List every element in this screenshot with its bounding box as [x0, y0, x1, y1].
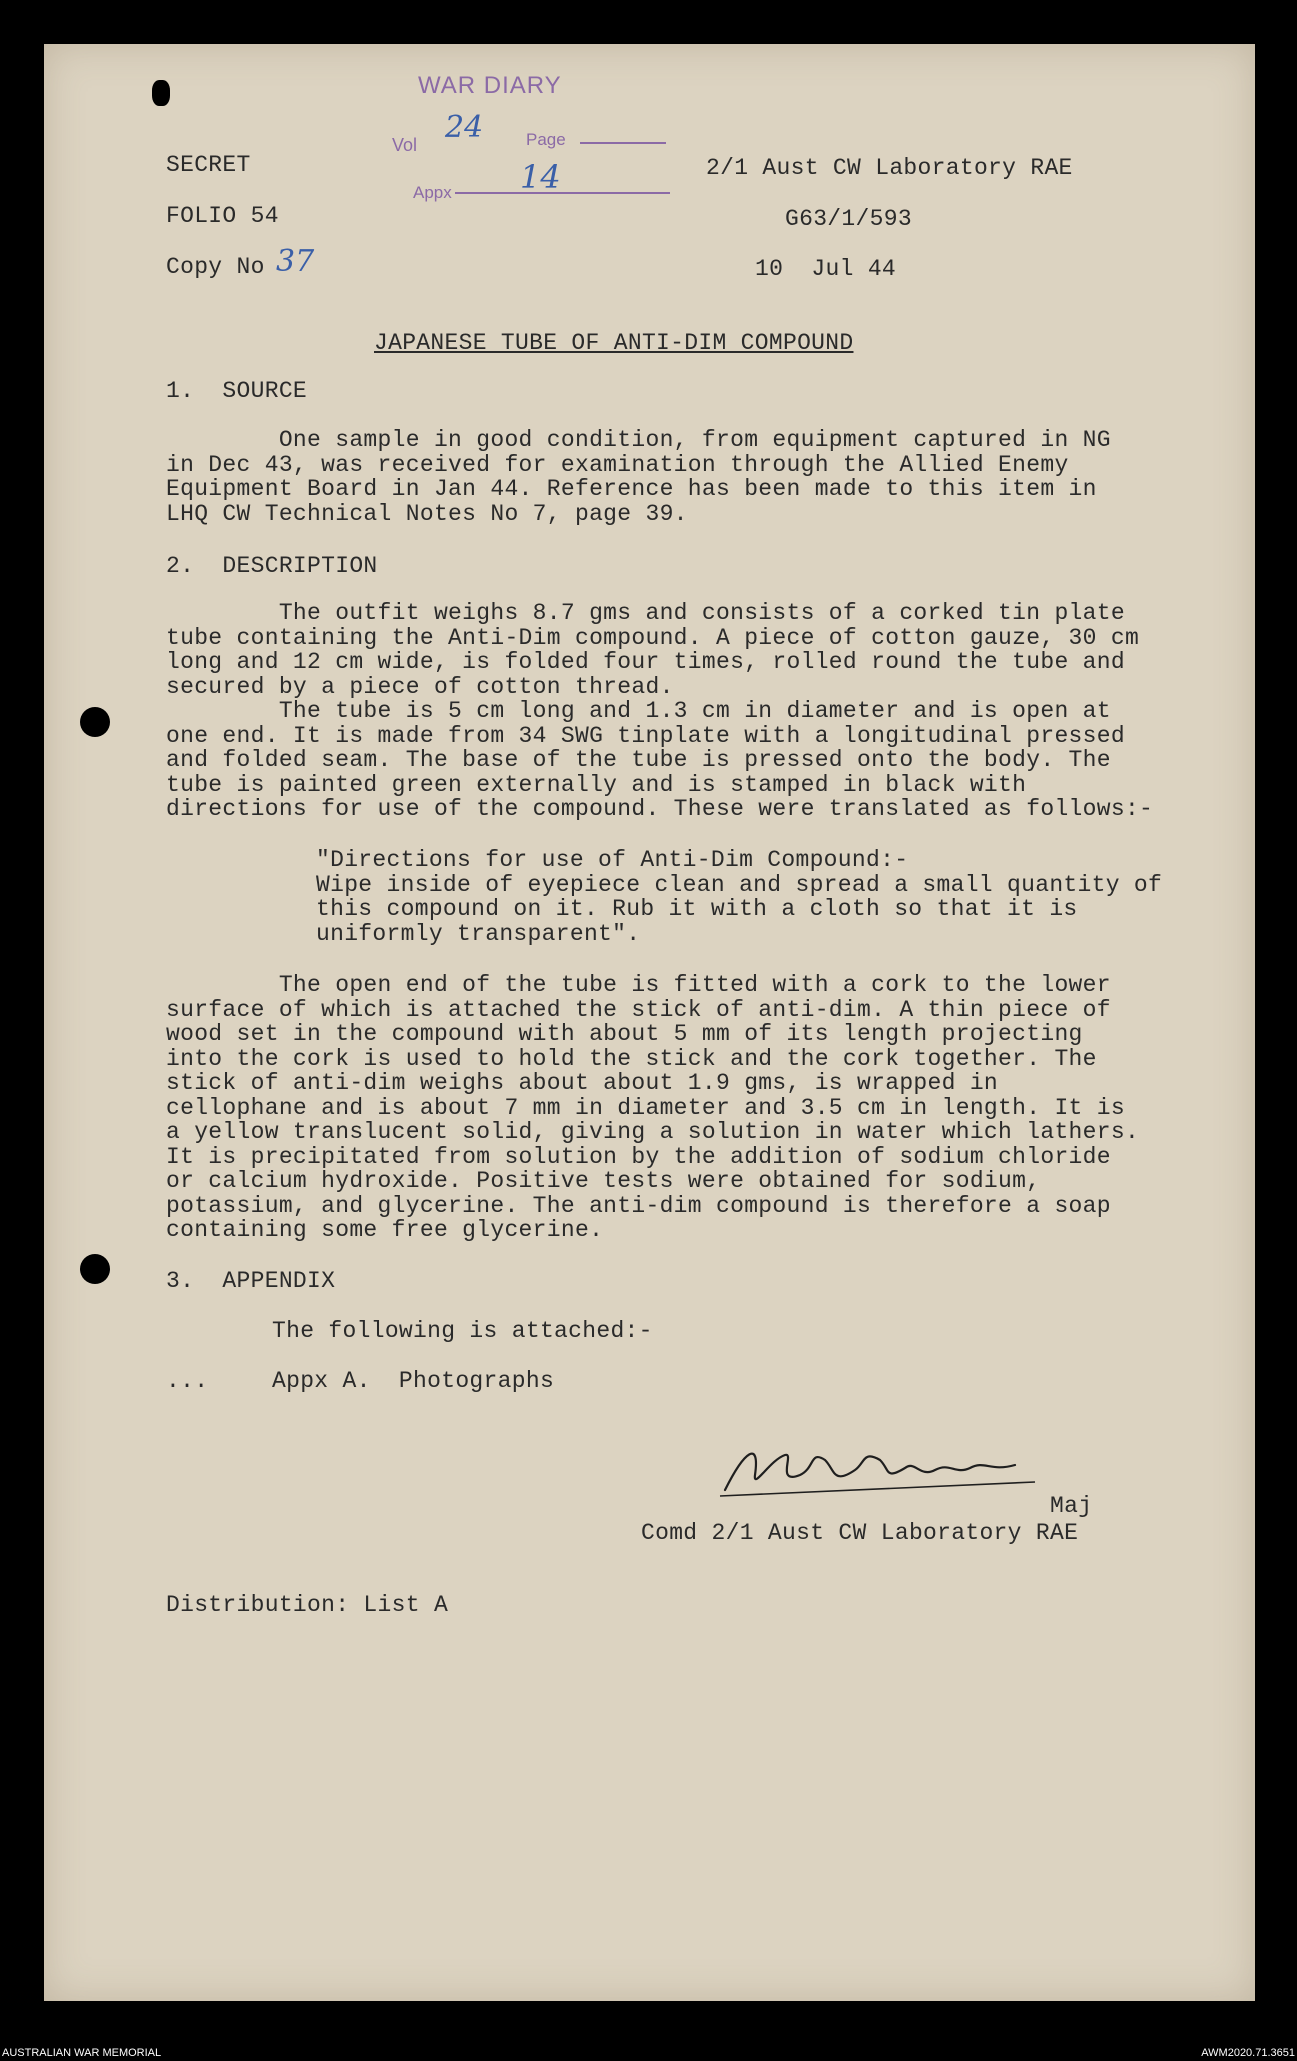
stamp-page-label: Page: [526, 130, 566, 149]
stamp-appx-value: 14: [520, 158, 561, 196]
stamp-appx-label: Appx: [413, 183, 452, 202]
document-date: 10 Jul 44: [755, 256, 897, 282]
copy-number: 37: [276, 244, 315, 279]
signatory-rank: Maj: [1050, 1493, 1093, 1519]
file-reference: G63/1/593: [785, 206, 912, 232]
appendix-heading: 3. APPENDIX: [166, 1268, 336, 1294]
stamp-vol-value: 24: [445, 110, 484, 145]
stamp-vol-label: Vol: [392, 135, 418, 155]
handwritten-signature: [715, 1430, 1055, 1510]
unit-name: 2/1 Aust CW Laboratory RAE: [706, 155, 1073, 181]
war-diary-stamp: WAR DIARY: [418, 72, 562, 99]
description-heading: 2. DESCRIPTION: [166, 553, 378, 579]
description-paragraph-2: The tube is 5 cm long and 1.3 cm in diameter and is open at one end. It is made from 34 SWG tinplate with a longitudinal pressed and folded seam. The base of the tube is pressed onto the body. The tube is painted green externally and is stamped in black with directions for use of the compound. These were translated as follows:-: [166, 698, 1154, 822]
translated-directions-quote: "Directions for use of Anti-Dim Compound:- Wipe inside of eyepiece clean and spread a small quantity of this compound on it. Rub it with a cloth so that it is uniformly transparent".: [316, 847, 1163, 947]
punch-hole: [80, 1254, 110, 1284]
appendix-intro: The following is attached:-: [272, 1318, 653, 1344]
distribution-list: Distribution: List A: [166, 1592, 449, 1618]
ink-blot: [152, 80, 170, 106]
description-paragraph-3: The open end of the tube is fitted with a cork to the lower surface of which is attached the stick of anti-dim. A thin piece of wood set in the compound with about 5 mm of its length projecting into the cork is used to hold the stick and the cork together. The stick of anti-dim weighs about about 1.9 gms, is wrapped in cellophane and is about 7 mm in diameter and 3.5 cm in length. It is a yellow translucent solid, giving a solution in water which lathers. It is precipitated from solution by the addition of sodium chloride or calcium hydroxide. Positive tests were obtained for sodium, potassium, and glycerine. The anti-dim compound is therefore a soap containing some free glycerine.: [166, 972, 1140, 1243]
folio: FOLIO 54: [166, 203, 279, 229]
source-paragraph: One sample in good condition, from equipment captured in NG in Dec 43, was received for examination through the Allied Enemy Equipment Board in Jan 44. Reference has been made to this item in LHQ CW Technical Notes No 7, page 39.: [166, 427, 1111, 527]
description-paragraph-1: The outfit weighs 8.7 gms and consists of a corked tin plate tube containing the Anti-Dim compound. A piece of cotton gauze, 30 cm long and 12 cm wide, is folded four times, rolled round the tube and secured by a piece of cotton thread.: [166, 600, 1140, 700]
copy-label: Copy No: [166, 254, 265, 280]
classification: SECRET: [166, 152, 251, 178]
archive-reference: AWM2020.71.3651: [1201, 2047, 1295, 2059]
source-heading: 1. SOURCE: [166, 378, 308, 404]
stamp-appx-line: [455, 192, 670, 194]
punch-hole: [80, 707, 110, 737]
document-title: JAPANESE TUBE OF ANTI-DIM COMPOUND: [374, 330, 854, 356]
stamp-page-line: [580, 142, 666, 144]
archive-credit: AUSTRALIAN WAR MEMORIAL: [2, 2047, 162, 2059]
appendix-item-bullet: ...: [166, 1368, 209, 1394]
signatory-title: Comd 2/1 Aust CW Laboratory RAE: [641, 1520, 1079, 1546]
appendix-item: Appx A. Photographs: [272, 1368, 555, 1394]
